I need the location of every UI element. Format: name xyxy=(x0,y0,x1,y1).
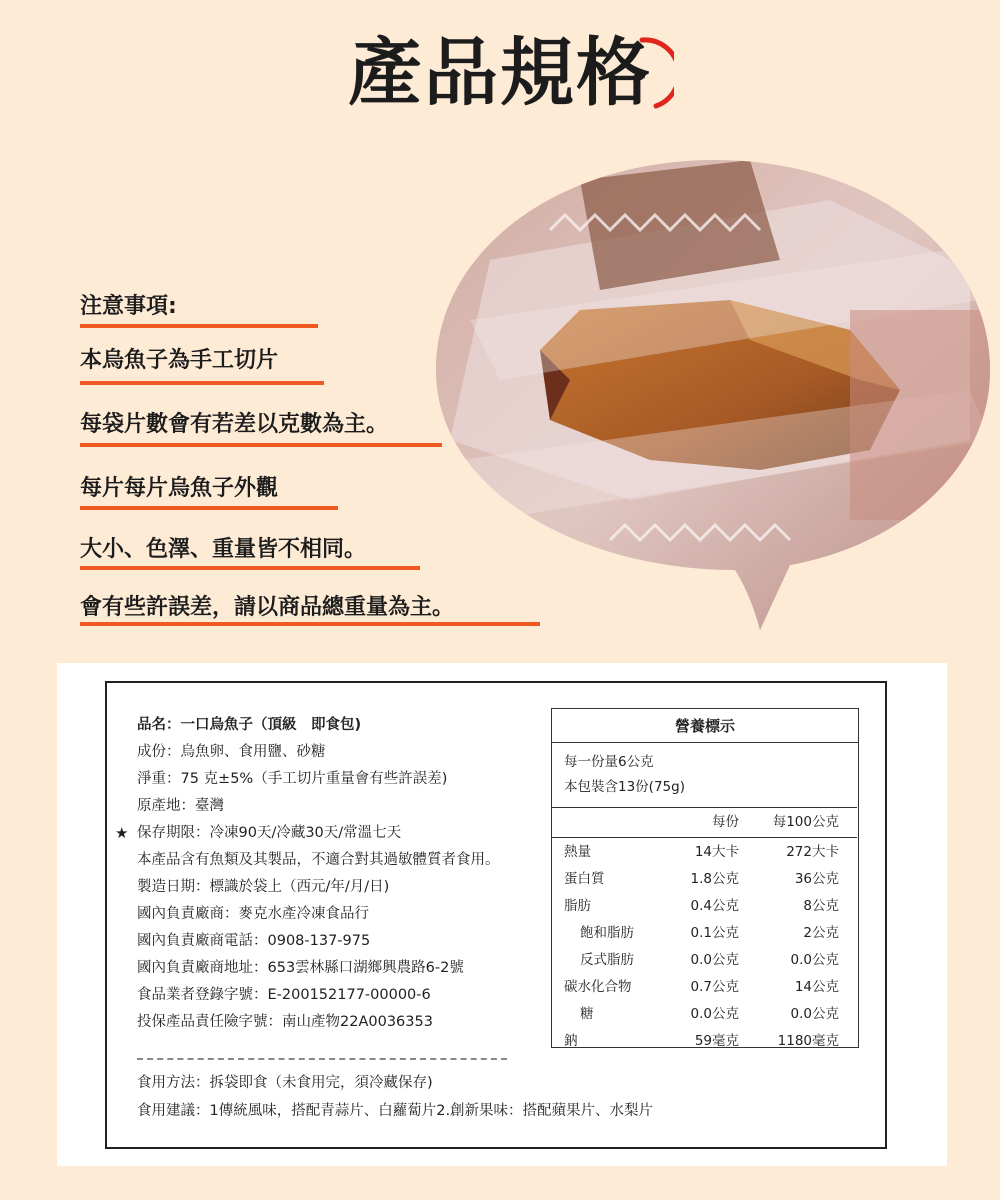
nutrition-row xyxy=(552,893,857,920)
nutrient-per-100g: 1180毫克 xyxy=(777,1033,839,1049)
label-panel xyxy=(57,663,947,1166)
nutrient-per-serving: 1.8公克 xyxy=(690,871,739,887)
underline-bar xyxy=(80,381,324,385)
underline-bar xyxy=(80,324,318,328)
nutrient-per-serving: 0.4公克 xyxy=(690,898,739,914)
underline-bar xyxy=(80,443,442,447)
spec-address: 國內負責廠商地址：653雲林縣口湖鄉興農路6-2號 xyxy=(137,960,464,976)
spec-net-weight: 淨重：75 克±5%（手工切片重量會有些許誤差) xyxy=(137,771,448,787)
nutrient-per-serving: 0.0公克 xyxy=(690,1006,739,1022)
nutrition-row xyxy=(552,866,857,893)
spec-allergen: 本產品含有魚類及其製品，不適合對其過敏體質者食用。 xyxy=(137,852,500,868)
col-per-serving: 每份 xyxy=(712,814,739,830)
spec-usage: 食用方法：拆袋即食（未食用完，須冷藏保存) xyxy=(137,1075,433,1091)
spec-insurance: 投保產品責任險字號：南山產物22A0036353 xyxy=(137,1014,433,1030)
nutrition-row xyxy=(552,839,857,866)
product-photo xyxy=(430,140,1000,640)
nutrient-per-serving: 0.1公克 xyxy=(690,925,739,941)
nutrition-column-headers xyxy=(552,809,857,836)
nutrient-per-100g: 8公克 xyxy=(803,898,839,914)
serving-size: 每一份量6公克 xyxy=(564,754,654,770)
nutrient-name: 飽和脂肪 xyxy=(580,925,634,941)
nutrient-name: 反式脂肪 xyxy=(580,952,634,968)
nutrition-row xyxy=(552,1028,857,1055)
nutrient-name: 脂肪 xyxy=(564,898,591,914)
spec-mfg-date: 製造日期：標識於袋上（西元/年/月/日) xyxy=(137,879,390,895)
nutrition-row xyxy=(552,920,857,947)
nutrition-row xyxy=(552,947,857,974)
spec-phone: 國內負責廠商電話：0908-137-975 xyxy=(137,933,371,949)
note-item: 每袋片數會有若差以克數為主。 xyxy=(80,412,389,437)
notes-heading: 注意事項: xyxy=(80,294,177,319)
nutrient-name: 碳水化合物 xyxy=(564,979,632,995)
nutrient-name: 熱量 xyxy=(564,844,591,860)
servings-per-pack: 本包裝含13份(75g) xyxy=(564,779,685,795)
product-label xyxy=(105,681,887,1149)
nutrient-name: 鈉 xyxy=(564,1033,578,1049)
title-arc-decoration xyxy=(618,34,674,114)
nutrient-per-100g: 14公克 xyxy=(794,979,839,995)
nutrient-name: 蛋白質 xyxy=(564,871,605,887)
spec-origin: 原產地：臺灣 xyxy=(137,798,224,814)
nutrient-per-serving: 59毫克 xyxy=(694,1033,739,1049)
note-item: 大小、色澤、重量皆不相同。 xyxy=(80,537,367,562)
nutrient-per-100g: 272大卡 xyxy=(786,844,839,860)
nutrient-per-serving: 0.7公克 xyxy=(690,979,739,995)
note-item: 會有些許誤差，請以商品總重量為主。 xyxy=(80,595,455,620)
underline-bar xyxy=(80,622,540,626)
title-area xyxy=(0,18,1000,128)
underline-bar xyxy=(80,506,338,510)
note-item: 每片每片烏魚子外觀 xyxy=(80,476,279,501)
spec-shelf-life: 保存期限：冷凍90天/冷藏30天/常溫七天 xyxy=(137,825,402,841)
nutrient-per-serving: 14大卡 xyxy=(694,844,739,860)
nutrient-per-100g: 36公克 xyxy=(794,871,839,887)
underline-bar xyxy=(80,566,420,570)
col-per-100g: 每100公克 xyxy=(772,814,839,830)
nutrition-row xyxy=(552,1001,857,1028)
nutrient-per-100g: 0.0公克 xyxy=(790,1006,839,1022)
nutrient-per-serving: 0.0公克 xyxy=(690,952,739,968)
nutrient-name: 糖 xyxy=(580,1006,594,1022)
spec-manufacturer: 國內負責廠商：麥克水產冷凍食品行 xyxy=(137,906,369,922)
star-icon: ★ xyxy=(115,824,129,842)
dashed-divider xyxy=(137,1058,507,1060)
spec-name: 品名：一口烏魚子（頂級 即食包) xyxy=(137,717,362,733)
table-divider xyxy=(552,837,857,838)
spec-ingredients: 成份：烏魚卵、食用鹽、砂糖 xyxy=(137,744,326,760)
nutrition-title: 營養標示 xyxy=(552,709,858,743)
table-divider xyxy=(552,807,857,808)
spec-registration: 食品業者登錄字號：E-200152177-00000-6 xyxy=(137,987,431,1003)
spec-suggestion: 食用建議：1傳統風味，搭配青蒜片、白蘿蔔片2.創新果味：搭配蘋果片、水梨片 xyxy=(137,1103,654,1119)
note-item: 本烏魚子為手工切片 xyxy=(80,348,279,373)
nutrient-per-100g: 0.0公克 xyxy=(790,952,839,968)
nutrient-per-100g: 2公克 xyxy=(803,925,839,941)
nutrition-row xyxy=(552,974,857,1001)
page-title: 產品規格 xyxy=(348,30,652,116)
nutrition-table xyxy=(551,708,859,1048)
